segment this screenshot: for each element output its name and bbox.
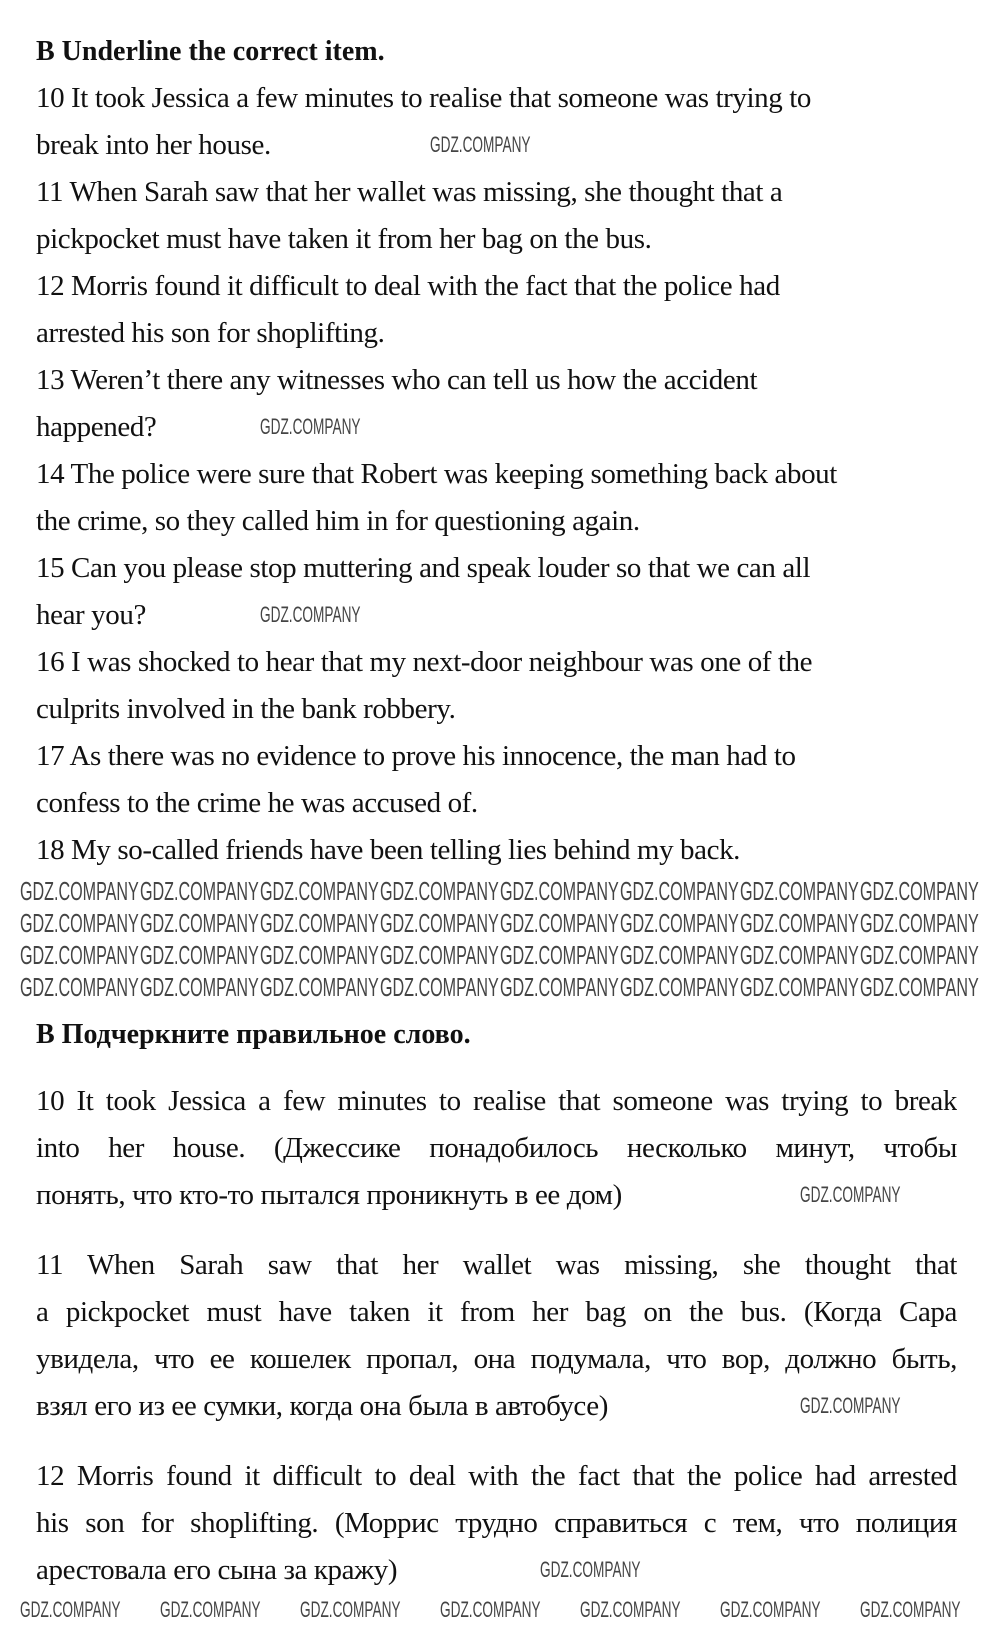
watermark: GDZ.COMPANY xyxy=(260,972,379,1002)
watermark: GDZ.COMPANY xyxy=(860,908,979,938)
watermark: GDZ.COMPANY xyxy=(20,908,139,938)
exercise-item xyxy=(36,827,957,874)
watermark: GDZ.COMPANY xyxy=(500,940,619,970)
watermark: GDZ.COMPANY xyxy=(800,1393,901,1418)
watermark: GDZ.COMPANY xyxy=(260,876,379,906)
item-text-line: увидела, что ее кошелек пропал, она подумала, что вор, должно быть, xyxy=(36,1343,957,1375)
item-text-line: break into her house. xyxy=(36,129,271,161)
watermark: GDZ.COMPANY xyxy=(860,940,979,970)
watermark: GDZ.COMPANY xyxy=(860,1597,961,1622)
russian-section-title: B Подчеркните правильное слово. xyxy=(36,1019,471,1050)
watermark: GDZ.COMPANY xyxy=(20,876,139,906)
item-text-line: арестовала его сына за кражу) xyxy=(36,1554,398,1586)
watermark: GDZ.COMPANY xyxy=(140,972,259,1002)
watermark: GDZ.COMPANY xyxy=(140,908,259,938)
item-text-line: 12 Morris found it difficult to deal with the fact that the police had xyxy=(36,270,780,302)
item-text-line: 11 When Sarah saw that her wallet was missing, she thought that xyxy=(36,1249,957,1281)
item-text-line: 10 It took Jessica a few minutes to realise that someone was trying to xyxy=(36,82,811,114)
watermark: GDZ.COMPANY xyxy=(720,1597,821,1622)
item-text-line: 17 As there was no evidence to prove his innocence, the man had to xyxy=(36,740,796,772)
item-text-line: a pickpocket must have taken it from her bag on the bus. (Когда Сара xyxy=(36,1296,957,1328)
watermark: GDZ.COMPANY xyxy=(500,876,619,906)
watermark: GDZ.COMPANY xyxy=(140,940,259,970)
item-text-line: 13 Weren’t there any witnesses who can tell us how the accident xyxy=(36,364,758,396)
item-text-line: понять, что кто-то пытался проникнуть в ее дом) xyxy=(36,1179,622,1211)
watermark: GDZ.COMPANY xyxy=(500,908,619,938)
item-text-line: 12 Morris found it difficult to deal with the fact that the police had arrested xyxy=(36,1460,957,1492)
english-section-title: B Underline the correct item. xyxy=(36,36,385,67)
item-text-line: 11 When Sarah saw that her wallet was missing, she thought that a xyxy=(36,176,783,208)
item-text-line: confess to the crime he was accused of. xyxy=(36,787,478,819)
watermark: GDZ.COMPANY xyxy=(430,132,531,157)
watermark: GDZ.COMPANY xyxy=(740,940,859,970)
watermark: GDZ.COMPANY xyxy=(620,908,739,938)
watermark: GDZ.COMPANY xyxy=(860,972,979,1002)
watermark: GDZ.COMPANY xyxy=(380,972,499,1002)
watermark: GDZ.COMPANY xyxy=(540,1557,641,1582)
item-text-line: arrested his son for shoplifting. xyxy=(36,317,385,349)
watermark: GDZ.COMPANY xyxy=(260,602,361,627)
watermark: GDZ.COMPANY xyxy=(20,1597,121,1622)
watermark: GDZ.COMPANY xyxy=(260,414,361,439)
russian-exercise xyxy=(36,1078,957,1594)
item-text-line: 18 My so-called friends have been telling lies behind my back. xyxy=(36,834,741,866)
watermark: GDZ.COMPANY xyxy=(300,1597,401,1622)
watermark: GDZ.COMPANY xyxy=(140,876,259,906)
exercise-item xyxy=(36,263,957,357)
watermark: GDZ.COMPANY xyxy=(800,1182,901,1207)
exercise-item xyxy=(36,357,957,451)
item-text-line: 14 The police were sure that Robert was keeping something back about xyxy=(36,458,837,490)
item-text-line: happened? xyxy=(36,411,157,443)
item-text-line: hear you? xyxy=(36,599,146,631)
item-text-line: pickpocket must have taken it from her bag on the bus. xyxy=(36,223,652,255)
watermark: GDZ.COMPANY xyxy=(160,1597,261,1622)
watermark: GDZ.COMPANY xyxy=(620,940,739,970)
item-text-line: his son for shoplifting. (Моррис трудно справиться с тем, что полиция xyxy=(36,1507,957,1539)
item-text-line: 15 Can you please stop muttering and speak louder so that we can all xyxy=(36,552,811,584)
watermark: GDZ.COMPANY xyxy=(380,908,499,938)
watermark: GDZ.COMPANY xyxy=(20,940,139,970)
item-text-line: 10 It took Jessica a few minutes to realise that someone was trying to break xyxy=(36,1085,957,1117)
exercise-item xyxy=(36,733,957,827)
watermark: GDZ.COMPANY xyxy=(260,908,379,938)
english-exercise xyxy=(36,75,957,874)
watermark: GDZ.COMPANY xyxy=(580,1597,681,1622)
exercise-item xyxy=(36,451,957,545)
watermark: GDZ.COMPANY xyxy=(380,876,499,906)
watermark: GDZ.COMPANY xyxy=(740,972,859,1002)
exercise-item xyxy=(36,545,957,639)
exercise-item xyxy=(36,639,957,733)
item-text-line: 16 I was shocked to hear that my next-door neighbour was one of the xyxy=(36,646,813,678)
watermark: GDZ.COMPANY xyxy=(740,876,859,906)
exercise-item xyxy=(36,169,957,263)
item-text-line: into her house. (Джессике понадобилось несколько минут, чтобы xyxy=(36,1132,957,1164)
watermark: GDZ.COMPANY xyxy=(740,908,859,938)
watermark: GDZ.COMPANY xyxy=(440,1597,541,1622)
exercise-item xyxy=(36,1453,957,1594)
watermark: GDZ.COMPANY xyxy=(20,972,139,1002)
watermark: GDZ.COMPANY xyxy=(380,940,499,970)
item-text-line: culprits involved in the bank robbery. xyxy=(36,693,456,725)
watermark: GDZ.COMPANY xyxy=(500,972,619,1002)
watermark: GDZ.COMPANY xyxy=(260,940,379,970)
watermark: GDZ.COMPANY xyxy=(620,876,739,906)
item-text-line: the crime, so they called him in for questioning again. xyxy=(36,505,640,537)
watermark: GDZ.COMPANY xyxy=(620,972,739,1002)
item-text-line: взял его из ее сумки, когда она была в автобусе) xyxy=(36,1390,608,1422)
watermark: GDZ.COMPANY xyxy=(860,876,979,906)
